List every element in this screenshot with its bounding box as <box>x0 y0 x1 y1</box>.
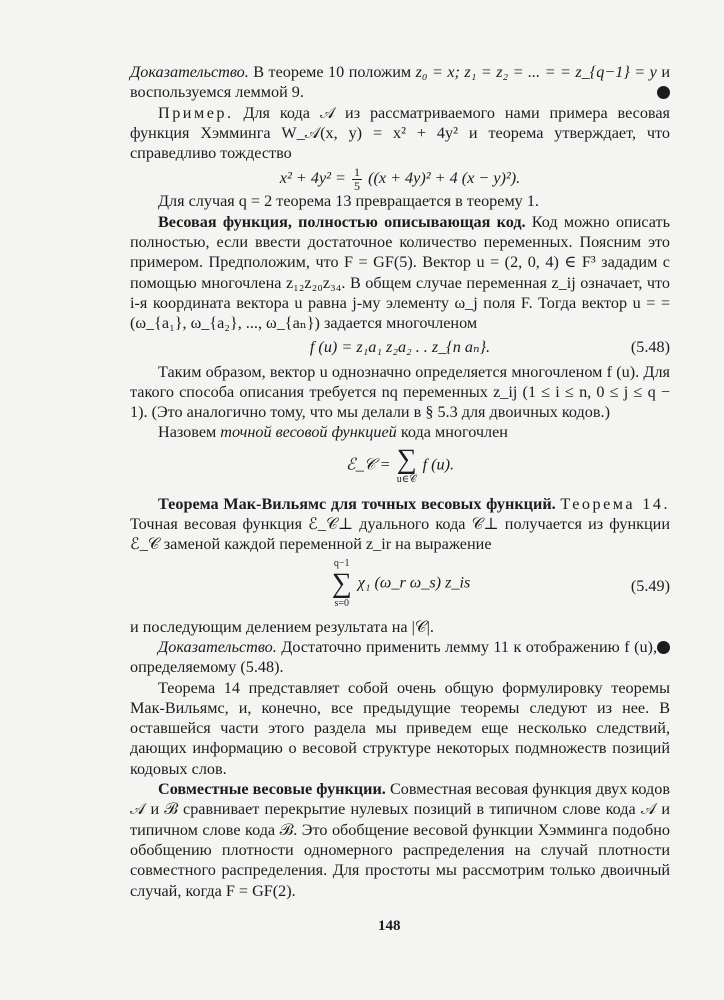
case-paragraph: Для случая q = 2 теорема 13 превращается в теорему 1. <box>158 192 539 211</box>
fraction-numerator: 1 <box>354 165 361 180</box>
joint-text: Совместная весовая функция двух кодов 𝒜 и ℬ сравнивает перекрытие нулевых позиций в типичном слове кода 𝒜 и типичном слове кода ℬ. Это обобщение весовой функции Хэмминга подобно обобщению плотности одномерного распределения на случай плотности совместного распределения. Для простоты мы рассмотрим только двоичный случай, когда F = GF(2). <box>130 780 671 900</box>
vector-paragraph: Таким образом, вектор u однозначно определяется многочленом f (u). Для такого способа описания требуется nq переменных z_ij (1 ≤ i ≤ n, 0 ≤ j ≤ q − 1). (Это аналогично тому, что мы делали в § 5.3 для двоичных кодов.) <box>130 362 670 422</box>
definition-term: точной весовой функцией <box>220 423 397 442</box>
fraction-denominator: 5 <box>354 179 361 194</box>
equation-5-49-body: χ₁ (ω_r ω_s) z_is <box>357 573 471 592</box>
proof-text: Достаточно применить лемму 11 к отображению f (u), определяемому (5.48). <box>130 637 657 677</box>
proof-text-end: и воспользуемся леммой 9. <box>130 63 671 102</box>
proof-paragraph-1 <box>130 62 670 103</box>
sum-upper: q−1 <box>333 557 350 569</box>
equation-5-49 <box>130 558 670 614</box>
section-text: Код можно описать полностью, если ввести достаточное количество переменных. Поясним это примером. Предположим, что F = GF(5). Вектор u = (2, 0, 4) ∈ F³ зададим с помощью многочлена z₁₂z₂₀z₃₄. В общем случае переменная z_ij означает, что i-я координата вектора u равна j-му элементу ω_j поля F. Тогда вектор u = = (ω_{a₁}, ω_{a₂}, ..., ω_{aₙ}) задается многочленом <box>130 212 670 333</box>
page-body <box>130 62 670 901</box>
identity-equation <box>130 165 670 194</box>
sum-lower: s=0 <box>334 597 349 609</box>
definition-paragraph <box>130 422 670 442</box>
theorem-text: Точная весовая функция ℰ_𝒞⊥ дуального кода 𝒞⊥ получается из функции ℰ_𝒞 заменой каждой переменной z_ir на выражение <box>130 515 670 554</box>
identity-rhs: ((x + 4y)² + 4 (x − y)²). <box>368 169 521 188</box>
example-lead: Пример. <box>158 103 234 122</box>
proof-paragraph-2 <box>130 637 670 678</box>
qed-mark-icon <box>657 641 670 654</box>
proof-lead: Доказательство. <box>130 63 249 81</box>
sum-lower: u∈𝒞 <box>396 473 417 485</box>
theorem-label: Теорема 14. <box>560 494 671 513</box>
proof-formula-cont: = z_{q−1} = y <box>559 63 657 81</box>
general-paragraph: Теорема 14 представляет собой очень общую формулировку теоремы Мак-Вильямс, и, конечно, все предыдущие теоремы следуют из нее. В оставшейся части этого раздела мы приведем еще несколько следствий, дающих информацию о весовой структуре некоторых подмножеств позиций кодовых слов. <box>130 678 670 778</box>
definition-text-end: кода многочлен <box>400 423 508 442</box>
division-paragraph: и последующим делением результата на |𝒞|. <box>130 617 434 636</box>
full-weight-paragraph <box>130 212 670 334</box>
theorem-paragraph <box>130 494 670 555</box>
example-paragraph <box>130 103 670 164</box>
equation-5-49-number: (5.49) <box>630 576 670 595</box>
exact-weight-equation <box>130 443 670 486</box>
joint-weight-paragraph <box>130 779 670 901</box>
definition-text: Назовем <box>158 423 217 442</box>
equation-5-48 <box>130 337 670 359</box>
qed-mark-icon <box>657 86 670 99</box>
sum-symbol: q−1 ∑ s=0 <box>331 557 352 609</box>
proof-formula: z₀ = x; z₁ = z₂ = ... = <box>415 63 556 81</box>
fraction <box>352 166 362 193</box>
theorem-heading: Теорема Мак-Вильямс для точных весовых функций. <box>158 494 556 513</box>
joint-heading: Совместные весовые функции. <box>158 780 386 799</box>
sum-symbol: ∑ u∈𝒞 <box>396 443 417 485</box>
proof-lead: Доказательство. <box>158 637 277 656</box>
proof-text: В теореме 10 положим <box>253 63 412 81</box>
identity-lhs: x² + 4y² = <box>279 169 346 188</box>
equation-5-48-number: (5.48) <box>630 337 670 356</box>
example-text: Для кода 𝒜 из рассматриваемого нами примера весовая функция Хэмминга W_𝒜(x, y) = x² + 4y² и теорема утверждает, что справедливо тождество <box>130 103 670 163</box>
exact-lhs: ℰ_𝒞 = <box>345 455 391 474</box>
exact-rhs: f (u). <box>422 455 455 474</box>
page-number: 148 <box>378 918 401 934</box>
equation-5-48-formula: f (u) = z₁a₁ z₂a₂ . . z_{n aₙ}. <box>309 337 491 356</box>
section-heading: Весовая функция, полностью описывающая код. <box>158 212 526 231</box>
